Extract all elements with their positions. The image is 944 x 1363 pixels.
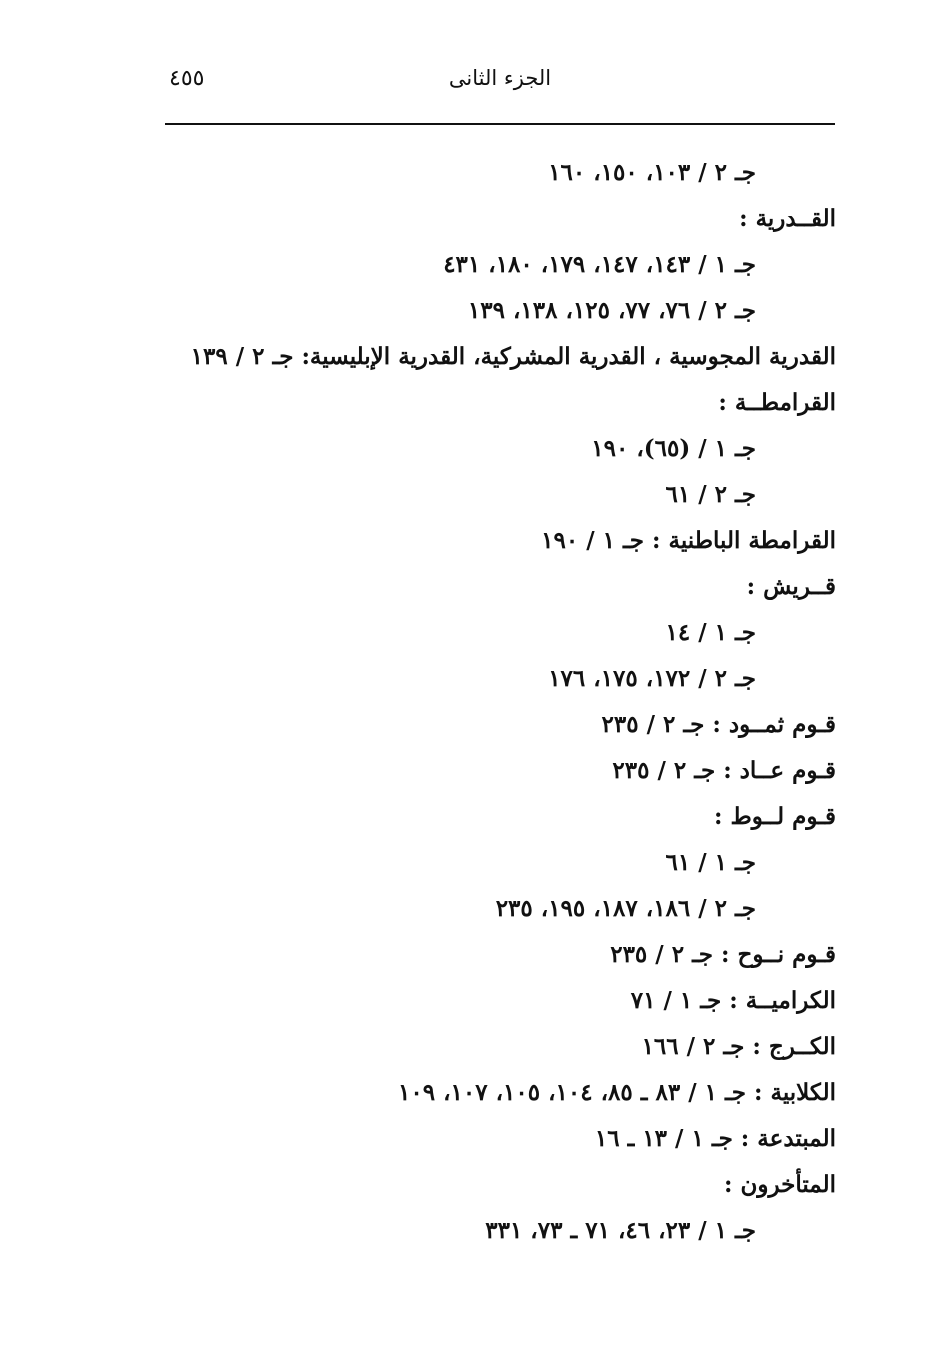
index-entry: القدرية المجوسية ، القدرية المشركية، القدرية الإبليسية: جـ ٢ / ١٣٩ (190, 343, 836, 370)
index-entry: قـوم نــوح : جـ ٢ / ٢٣٥ (610, 941, 836, 968)
index-entry: جـ ٢ / ١٧٢، ١٧٥، ١٧٦ (548, 665, 756, 692)
index-entry: قــريش : (746, 573, 836, 600)
index-entry: الكلابية : جـ ١ / ٨٣ ـ ٨٥، ١٠٤، ١٠٥، ١٠٧، ١٠٩ (398, 1079, 836, 1106)
index-entry: جـ ١ / ٦١ (665, 849, 756, 876)
index-entry: القــدرية : (739, 205, 836, 232)
index-entry: القرامطــة : (718, 389, 836, 416)
index-entry: المتأخرون : (723, 1171, 836, 1198)
page-number: ٤٥٥ (169, 66, 205, 91)
index-entry: جـ ٢ / ١٠٣، ١٥٠، ١٦٠ (548, 159, 756, 186)
index-entry: القرامطة الباطنية : جـ ١ / ١٩٠ (541, 527, 836, 554)
index-entry: الكراميــة : جـ ١ / ٧١ (630, 987, 836, 1014)
index-entry: قـوم لــوط : (714, 803, 836, 830)
index-entry: جـ ١ / ١٤٣، ١٤٧، ١٧٩، ١٨٠، ٤٣١ (443, 251, 756, 278)
running-title: الجزء الثانى (448, 66, 552, 90)
index-entry: المبتدعة : جـ ١ / ١٣ ـ ١٦ (594, 1125, 836, 1152)
header-rule (165, 123, 835, 125)
page-header (165, 62, 835, 102)
index-entry: قـوم ثمــود : جـ ٢ / ٢٣٥ (601, 711, 836, 738)
index-entry: جـ ١ / ٢٣، ٤٦، ٧١ ـ ٧٣، ٣٣١ (485, 1217, 756, 1244)
index-body (136, 150, 836, 1254)
index-entry: جـ ١ / (٦٥)، ١٩٠ (591, 435, 756, 462)
index-entry: قـوم عــاد : جـ ٢ / ٢٣٥ (612, 757, 836, 784)
index-entry: الكــرج : جـ ٢ / ١٦٦ (641, 1033, 836, 1060)
index-entry: جـ ٢ / ٦١ (665, 481, 756, 508)
index-entry: جـ ٢ / ٧٦، ٧٧، ١٢٥، ١٣٨، ١٣٩ (467, 297, 756, 324)
index-entry: جـ ٢ / ١٨٦، ١٨٧، ١٩٥، ٢٣٥ (495, 895, 756, 922)
index-entry: جـ ١ / ١٤ (665, 619, 756, 646)
